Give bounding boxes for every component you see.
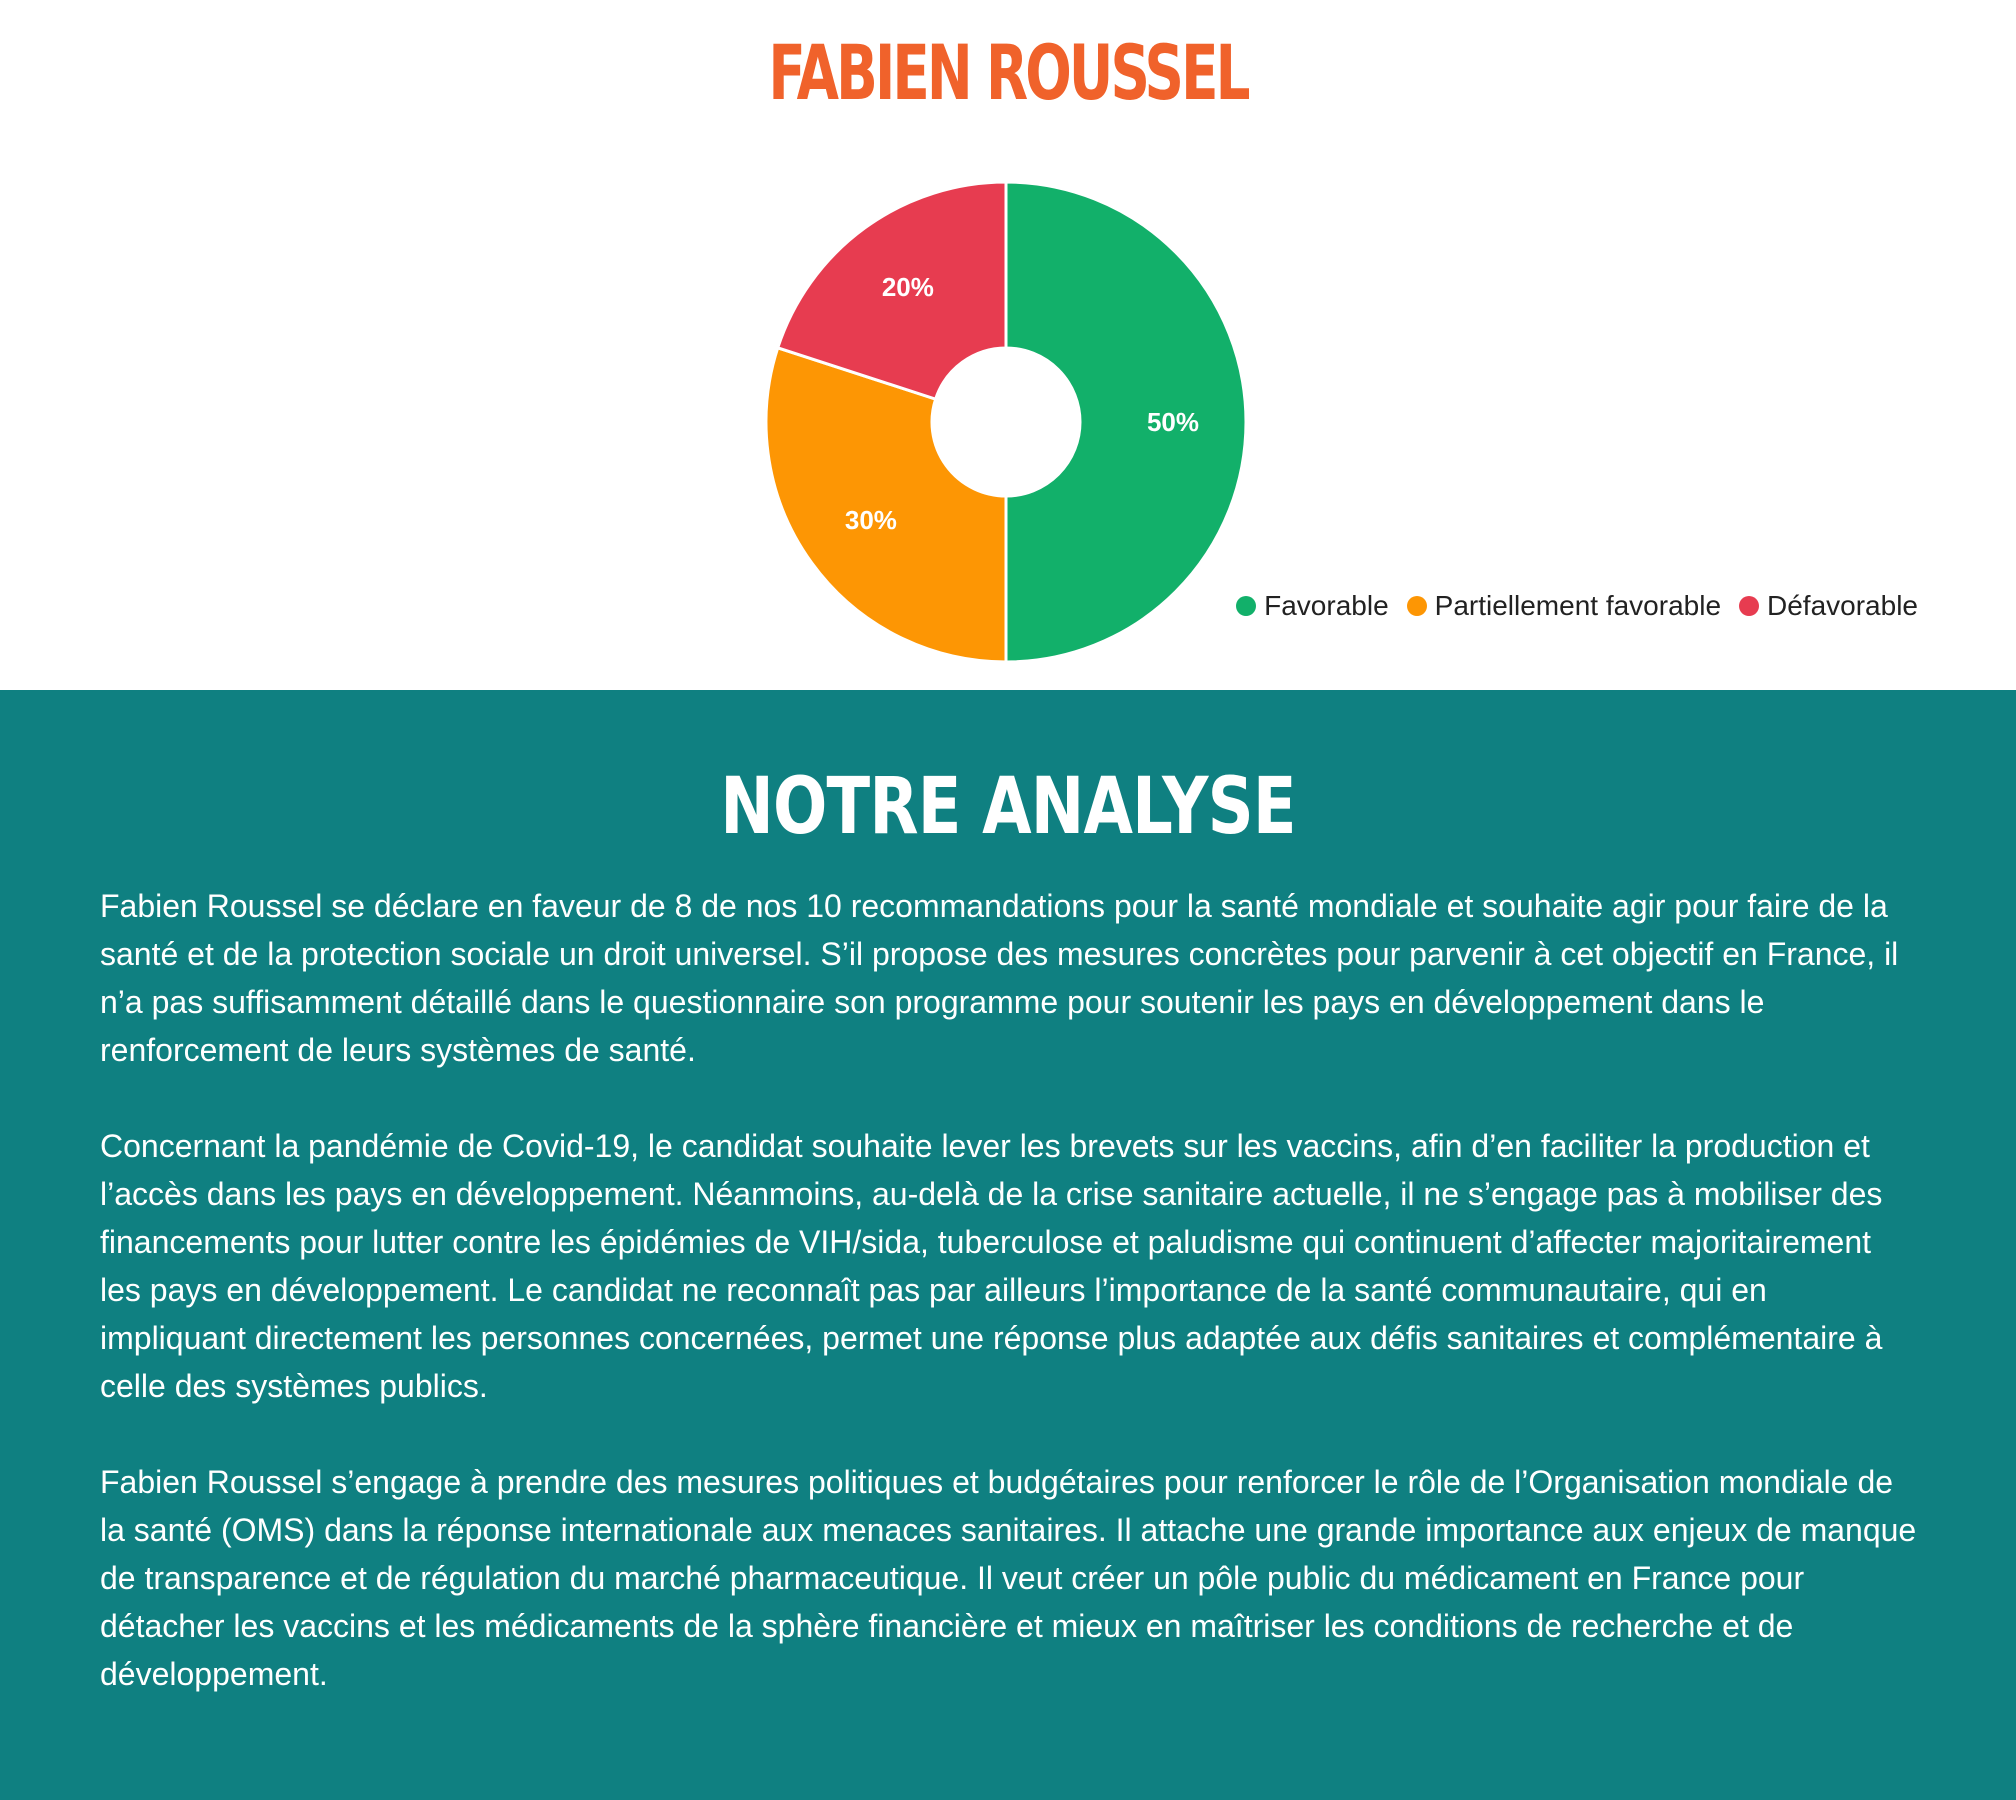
- legend-item-favorable: [1236, 590, 1389, 622]
- legend-item-unfavorable: [1739, 590, 1918, 622]
- analysis-paragraph-2: Concernant la pandémie de Covid-19, le candidat souhaite lever les brevets sur les vaccins, afin d’en faciliter la production et l’accès dans les pays en développement. Néanmoins, au-delà de la crise sanitaire actuelle, il ne s’engage pas à mobiliser des financements pour lutter contre les épidémies de VIH/sida, tuberculose et paludisme qui continuent d’affecter majoritairement les pays en développement. Le candidat ne reconnaît pas par ailleurs l’importance de la santé communautaire, qui en impliquant directement les personnes concernées, permet une réponse plus adaptée aux défis sanitaires et complémentaire à celle des systèmes publics.: [100, 1128, 1883, 1404]
- slice-label-unfavorable: 20%: [881, 271, 934, 302]
- chart-title: FABIEN ROUSSEL: [768, 28, 1248, 117]
- slice-label-partial: 30%: [844, 505, 897, 536]
- analysis-section: [0, 690, 2016, 1800]
- analysis-paragraph-3: Fabien Roussel s’engage à prendre des mesures politiques et budgétaires pour renforcer le rôle de l’Organisation mondiale de la santé (OMS) dans la réponse internationale aux menaces sanitaires. Il attache une grande importance aux enjeux de manque de transparence et de régulation du marché pharmaceutique. Il veut créer un pôle public du médicament en France pour détacher les vaccins et les médicaments de la sphère financière et mieux en maîtriser les conditions de recherche et de développement.: [100, 1464, 1917, 1692]
- analysis-body: [0, 852, 2016, 1698]
- legend-label-unfavorable: Défavorable: [1767, 590, 1918, 621]
- legend-swatch-favorable: [1236, 596, 1256, 616]
- legend-label-partial: Partiellement favorable: [1434, 590, 1722, 621]
- chart-legend: [1236, 590, 1918, 622]
- analysis-heading: NOTRE ANALYSE: [720, 762, 1296, 852]
- legend-item-partial: [1407, 590, 1721, 622]
- chart-section: [0, 0, 2016, 690]
- donut-chart: [0, 0, 2016, 690]
- slice-favorable: [1006, 182, 1246, 662]
- analysis-paragraph-1: Fabien Roussel se déclare en faveur de 8 de nos 10 recommandations pour la santé mondiale et souhaite agir pour faire de la santé et de la protection sociale un droit universel. S’il propose des mesures concrètes pour parvenir à cet objectif en France, il n’a pas suffisamment détaillé dans le questionnaire son programme pour soutenir les pays en développement dans le renforcement de leurs systèmes de santé.: [100, 888, 1899, 1068]
- slice-label-favorable: 50%: [1146, 407, 1200, 437]
- legend-label-favorable: Favorable: [1264, 590, 1389, 621]
- legend-swatch-unfavorable: [1739, 596, 1759, 616]
- legend-swatch-partial: [1407, 596, 1427, 616]
